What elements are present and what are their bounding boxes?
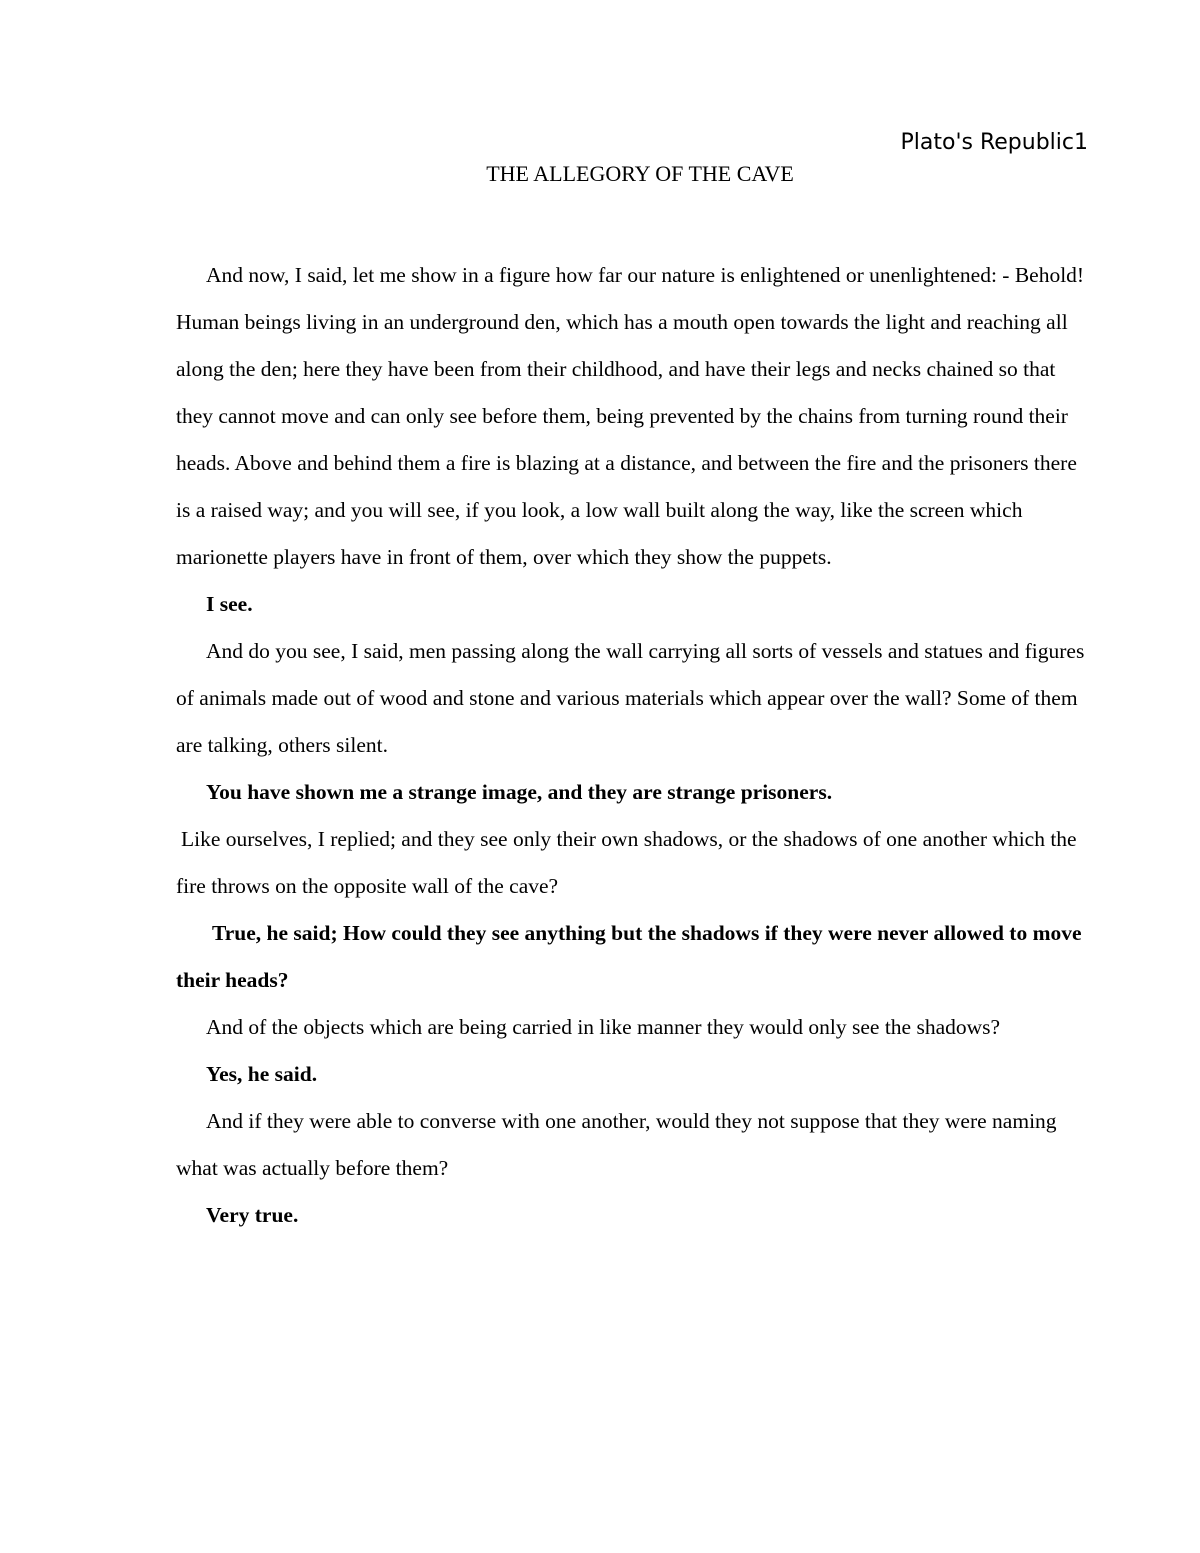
- paragraph-reply: True, he said; How could they see anything but the shadows if they were never allowed to move their heads?: [176, 921, 1082, 992]
- paragraph-narration: And of the objects which are being carried in like manner they would only see the shadows?: [206, 1015, 1001, 1039]
- document-body: [176, 252, 1096, 1239]
- paragraph-reply: You have shown me a strange image, and they are strange prisoners.: [206, 780, 833, 804]
- paragraph-reply: I see.: [206, 592, 253, 616]
- paragraph-narration: And do you see, I said, men passing along the wall carrying all sorts of vessels and statues and figures of animals made out of wood and stone and various materials which appear over the wall? Some of them are talking, others silent.: [176, 639, 1085, 757]
- running-header: Plato's Republic1: [900, 130, 1088, 155]
- document-title: THE ALLEGORY OF THE CAVE: [486, 161, 794, 186]
- paragraph-narration: Like ourselves, I replied; and they see only their own shadows, or the shadows of one another which the fire throws on the opposite wall of the cave?: [176, 827, 1077, 898]
- paragraph-narration: And now, I said, let me show in a figure how far our nature is enlightened or unenlightened: - Behold! Human beings living in an underground den, which has a mouth open towards the light and reaching all along the den; here they have been from their childhood, and have their legs and necks chained so that they cannot move and can only see before them, being prevented by the chains from turning round their heads. Above and behind them a fire is blazing at a distance, and between the fire and the prisoners there is a raised way; and you will see, if you look, a low wall built along the way, like the screen which marionette players have in front of them, over which they show the puppets.: [176, 263, 1085, 569]
- paragraph-reply: Very true.: [206, 1203, 299, 1227]
- paragraph-reply: Yes, he said.: [206, 1062, 318, 1086]
- paragraph-narration: And if they were able to converse with one another, would they not suppose that they were naming what was actually before them?: [176, 1109, 1057, 1180]
